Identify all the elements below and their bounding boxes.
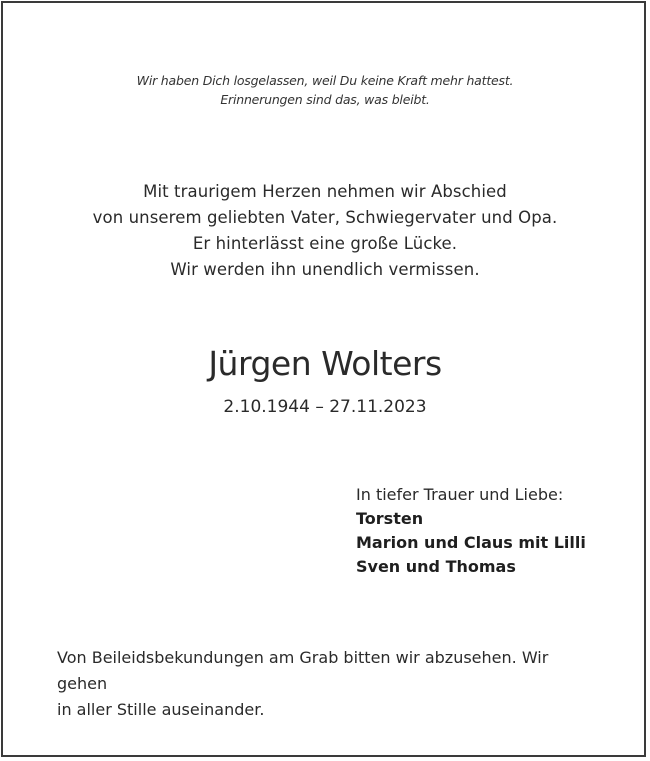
intro-line-1: Mit traurigem Herzen nehmen wir Abschied	[143, 182, 507, 201]
deceased-name: Jürgen Wolters	[208, 344, 442, 383]
intro-text	[0, 179, 650, 283]
intro-line-2: von unserem geliebten Vater, Schwiegervater und Opa.	[92, 208, 558, 227]
note-line-2: in aller Stille auseinander.	[57, 700, 265, 719]
life-dates: 2.10.1944 – 27.11.2023	[223, 397, 427, 417]
note-line-1: Von Beileidsbekundungen am Grab bitten wir abzusehen. Wir gehen	[57, 648, 549, 693]
mourners-lead: In tiefer Trauer und Liebe:	[356, 485, 564, 504]
motto-line-1: Wir haben Dich losgelassen, weil Du keine Kraft mehr hattest.	[136, 73, 514, 88]
mourner-name: Torsten	[356, 509, 424, 528]
motto-line-2: Erinnerungen sind das, was bleibt.	[220, 92, 430, 107]
intro-line-4: Wir werden ihn unendlich vermissen.	[170, 260, 480, 279]
mourner-name: Sven und Thomas	[356, 557, 516, 576]
mourners-block	[356, 483, 586, 579]
intro-line-3: Er hinterlässt eine große Lücke.	[192, 234, 458, 253]
mourner-name: Marion und Claus mit Lilli	[356, 533, 586, 552]
condolence-note	[57, 645, 597, 723]
motto-quote	[0, 71, 650, 109]
